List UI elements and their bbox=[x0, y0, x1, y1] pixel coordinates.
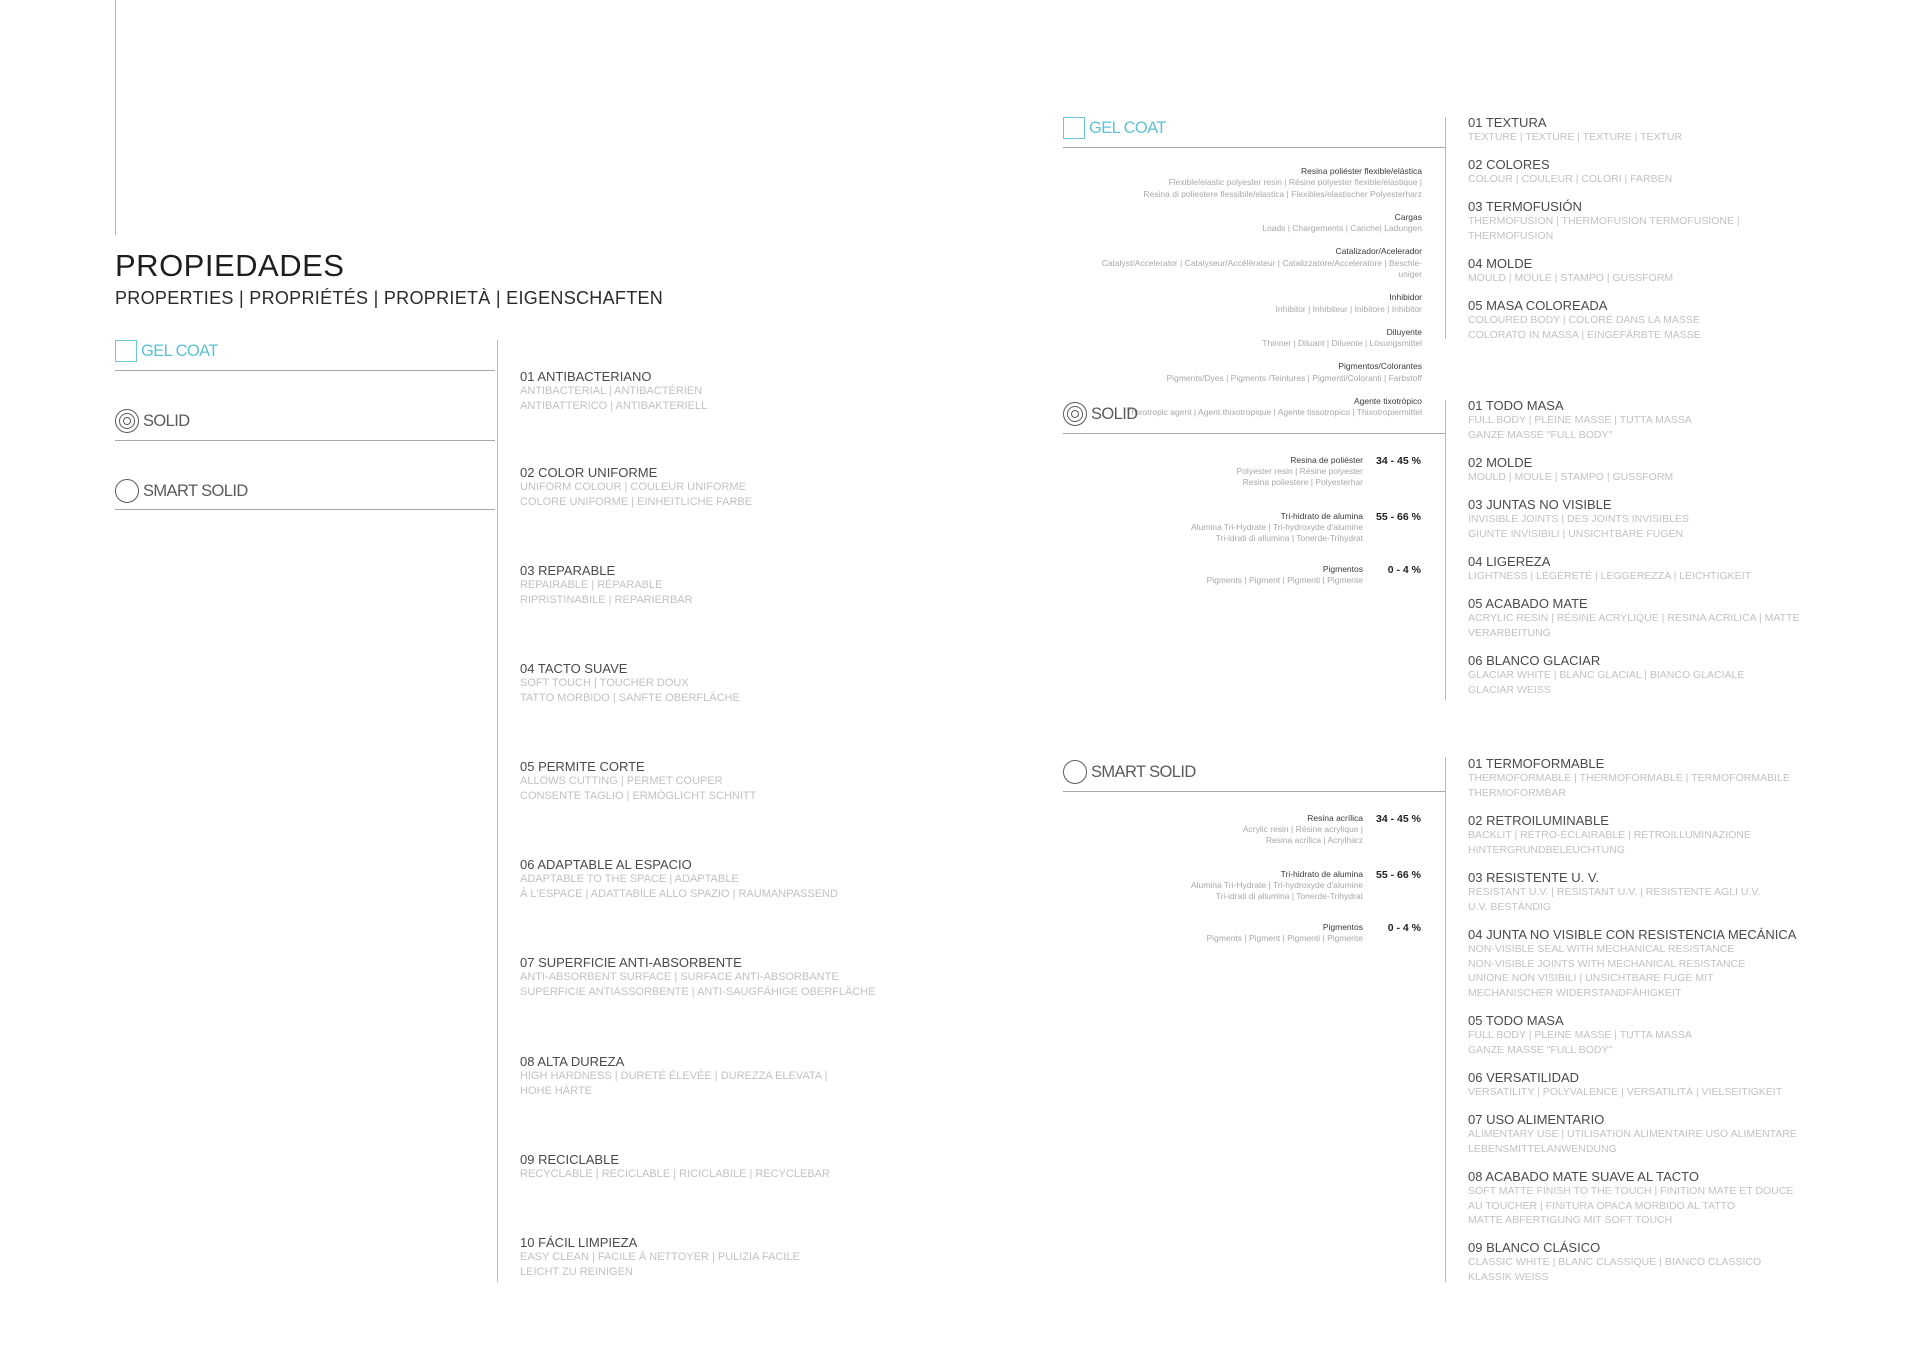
property-translations: ANTI-ABSORBENT SURFACE | SURFACE ANTI-ABSORBANTE SUPERFICIE ANTIASSORBENTE | ANTI-SAUGFÄHIGE OBERFLÄCHE bbox=[520, 971, 876, 998]
component-percentage: 55 - 66 % bbox=[1376, 869, 1421, 881]
property-translations: RESISTANT U.V. | RESISTANT U.V. | RESISTENTE AGLI U.V. U.V. BESTÄNDIG bbox=[1468, 886, 1761, 913]
component-name: Resina de poliéster bbox=[1290, 455, 1363, 465]
property-item bbox=[520, 564, 920, 607]
property-item bbox=[520, 760, 920, 803]
property-translations: ALIMENTARY USE | UTILISATION ALIMENTAIRE USO ALIMENTARE LEBENSMITTELANWENDUNG bbox=[1468, 1128, 1797, 1155]
component-percentage: 0 - 4 % bbox=[1387, 564, 1421, 576]
component-name: Tri-hidrato de alumina bbox=[1280, 511, 1363, 521]
property-translations: ALLOWS CUTTING | PERMET COUPER CONSENTE TAGLIO | ERMÖGLICHT SCHNITT bbox=[520, 775, 757, 802]
section-divider bbox=[1063, 147, 1445, 148]
property-translations: INVISIBLE JOINTS | DES JOINTS INVISIBLES GIUNTE INVISIBILI | UNSICHTBARE FUGEN bbox=[1468, 513, 1689, 540]
composition-text bbox=[1063, 455, 1363, 488]
property-item bbox=[1468, 554, 1838, 584]
component-translations: Alumina Tri-Hydrate | Tri-hydroxyde d'alumine Tri-idrati di allumina | Tonerde-Trihydrat bbox=[1190, 522, 1363, 543]
property-title: 04 LIGEREZA bbox=[1468, 554, 1551, 569]
component-translations: Pigments | Pigment | Pigmenti | Pigmente bbox=[1206, 933, 1363, 943]
property-title: 10 FÁCIL LIMPIEZA bbox=[520, 1235, 638, 1250]
component-translations: Loads | Chargements | Cariche| Ladungen bbox=[1262, 223, 1422, 233]
property-translations: TEXTURE | TEXTURE | TEXTURE | TEXTUR bbox=[1468, 131, 1683, 143]
property-item bbox=[1468, 813, 1838, 857]
concentric-circles-icon bbox=[115, 409, 139, 433]
composition-item bbox=[1060, 361, 1422, 384]
concentric-circles-icon bbox=[1063, 402, 1087, 426]
property-title: 01 TEXTURA bbox=[1468, 115, 1547, 130]
component-translations: Thixotropic agent | Agent thixotropique | Agente tissotropico | Thixotropiermittel bbox=[1126, 407, 1422, 417]
property-translations: ADAPTABLE TO THE SPACE | ADAPTABLE À L'ESPACE | ADATTABILE ALLO SPAZIO | RAUMANPASSEND bbox=[520, 873, 838, 900]
composition-row bbox=[1063, 813, 1421, 846]
property-item bbox=[1468, 256, 1838, 286]
property-translations: SOFT MATTE FINISH TO THE TOUCH | FINITION MATE ET DOUCE AU TOUCHER | FINITURA OPACA MORBIDO AL TATTO MATTE ABFERTIGUNG MIT SOFT TOUCH bbox=[1468, 1185, 1794, 1226]
property-item bbox=[1468, 115, 1838, 145]
tab-smart-solid-label: SMART SOLID bbox=[143, 481, 248, 500]
property-title: 02 COLORES bbox=[1468, 157, 1550, 172]
property-translations: HIGH HARDNESS | DURETÉ ÉLEVÉE | DUREZZA ELEVATA | HOHE HÄRTE bbox=[520, 1070, 828, 1097]
tab-solid-label: SOLID bbox=[143, 411, 190, 430]
property-translations: UNIFORM COLOUR | COULEUR UNIFORME COLORE UNIFORME | EINHEITLICHE FARBE bbox=[520, 481, 753, 508]
property-item bbox=[1468, 596, 1838, 640]
property-translations: THERMOFUSION | THERMOFUSION TERMOFUSIONE | THERMOFUSION bbox=[1468, 215, 1740, 242]
left-margin-line bbox=[115, 0, 116, 235]
composition-text bbox=[1063, 869, 1363, 902]
property-item bbox=[1468, 653, 1838, 697]
gel-coat-composition bbox=[1060, 154, 1422, 430]
component-name: Resina poliéster flexible/elástica bbox=[1301, 165, 1422, 176]
property-title: 05 ACABADO MATE bbox=[1468, 596, 1588, 611]
component-name: Pigmentos bbox=[1322, 922, 1363, 932]
component-name: Pigmentos bbox=[1322, 564, 1363, 574]
component-translations: Pigments/Dyes | Pigments /Teintures | Pigmenti/Coloranti | Farbstoff bbox=[1166, 372, 1422, 383]
property-item bbox=[1468, 1013, 1838, 1057]
component-percentage: 55 - 66 % bbox=[1376, 511, 1421, 523]
section-smart-solid-label: SMART SOLID bbox=[1091, 762, 1196, 781]
property-title: 03 REPARABLE bbox=[520, 563, 616, 578]
properties-divider bbox=[497, 340, 498, 1282]
property-item bbox=[1468, 927, 1838, 1000]
property-translations: RECYCLABLE | RECICLABLE | RICICLABILE | RECYCLEBAR bbox=[520, 1168, 830, 1180]
component-name: Resina acrílica bbox=[1307, 813, 1363, 823]
component-translations: Acrylic resin | Résine acrylique | Resina acrilica | Acrylharz bbox=[1242, 824, 1363, 845]
tab-divider bbox=[115, 370, 495, 371]
property-item bbox=[520, 1236, 920, 1279]
property-translations: NON-VISIBLE SEAL WITH MECHANICAL RESISTANCE NON-VISIBLE JOINTS WITH MECHANICAL RESISTANCE UNIONE NON VISIBILI | UNSICHTBARE FUGE MIT MECHANISCHER WIDERSTANDFÄHIGKEIT bbox=[1468, 943, 1746, 999]
property-title: 07 USO ALIMENTARIO bbox=[1468, 1112, 1605, 1127]
section-gel-coat-header bbox=[1063, 117, 1166, 139]
property-item bbox=[1468, 398, 1838, 442]
property-title: 03 RESISTENTE U. V. bbox=[1468, 870, 1600, 885]
composition-row bbox=[1063, 869, 1421, 902]
property-translations: SOFT TOUCH | TOUCHER DOUX TATTO MORBIDO | SANFTE OBERFLÄCHE bbox=[520, 677, 740, 704]
property-translations: FULL BODY | PLEINE MASSE | TUTTA MASSA GANZE MASSE "FULL BODY" bbox=[1468, 1029, 1692, 1056]
property-title: 08 ALTA DUREZA bbox=[520, 1054, 625, 1069]
property-title: 02 MOLDE bbox=[1468, 455, 1533, 470]
property-translations: MOULD | MOULE | STAMPO | GUSSFORM bbox=[1468, 272, 1674, 284]
component-name: Pigmentos/Colorantes bbox=[1338, 361, 1422, 371]
composition-text bbox=[1063, 922, 1363, 944]
property-item bbox=[520, 1055, 920, 1098]
property-translations: VERSATILITY | POLYVALENCE | VERSATILITÀ | VIELSEITIGKEIT bbox=[1468, 1086, 1783, 1098]
component-translations: Alumina Tri-Hydrate | Tri-hydroxyde d'alumine Tri-idrati di allumina | Tonerde-Trihydrat bbox=[1190, 880, 1363, 901]
property-title: 05 TODO MASA bbox=[1468, 1013, 1564, 1028]
composition-item bbox=[1060, 166, 1422, 201]
composition-text bbox=[1063, 564, 1363, 586]
composition-text bbox=[1063, 511, 1363, 544]
property-translations: FULL BODY | PLEINE MASSE | TUTTA MASSA GANZE MASSE "FULL BODY" bbox=[1468, 414, 1692, 441]
property-translations: COLOURED BODY | COLORÉ DANS LA MASSE COLORATO IN MASSA | EINGEFÄRBTE MASSE bbox=[1468, 314, 1701, 341]
property-item bbox=[1468, 1112, 1838, 1156]
component-percentage: 34 - 45 % bbox=[1376, 455, 1421, 467]
property-title: 06 BLANCO GLACIAR bbox=[1468, 653, 1601, 668]
property-translations: THERMOFORMABLE | THERMOFORMABLE | TERMOFORMABILE THERMOFORMBAR bbox=[1468, 772, 1790, 799]
component-translations: Polyester resin | Résine polyester Resina poliestere | Polyesterhar bbox=[1236, 466, 1363, 487]
composition-row bbox=[1063, 922, 1421, 944]
property-translations: REPAIRABLE | RÉPARABLE RIPRISTINABILE | REPARIERBAR bbox=[520, 579, 693, 606]
section-divider bbox=[1063, 791, 1445, 792]
property-title: 01 ANTIBACTERIANO bbox=[520, 369, 652, 384]
property-title: 03 TERMOFUSIÓN bbox=[1468, 199, 1582, 214]
circle-icon bbox=[1063, 760, 1087, 784]
property-title: 05 PERMITE CORTE bbox=[520, 759, 645, 774]
composition-row bbox=[1063, 455, 1421, 488]
section-smart-solid-header bbox=[1063, 760, 1196, 784]
component-name: Tri-hidrato de alumina bbox=[1280, 869, 1363, 879]
property-item bbox=[1468, 157, 1838, 187]
tab-divider bbox=[115, 509, 495, 510]
component-percentage: 34 - 45 % bbox=[1376, 813, 1421, 825]
property-title: 07 SUPERFICIE ANTI-ABSORBENTE bbox=[520, 955, 742, 970]
section-vertical-divider bbox=[1445, 117, 1446, 339]
section-vertical-divider bbox=[1445, 400, 1446, 700]
component-percentage: 0 - 4 % bbox=[1387, 922, 1421, 934]
component-translations: Flexible/elastic polyester resin | Résine polyester flexible/élastique | Resina di poliestere flessibile/elastica | Flexibles/elastischer Polyesterharz bbox=[1143, 177, 1422, 199]
property-translations: COLOUR | COULEUR | COLORI | FARBEN bbox=[1468, 173, 1673, 185]
property-translations: GLACIAR WHITE | BLANC GLACIAL | BIANCO GLACIALE GLACIAR WEISS bbox=[1468, 669, 1745, 696]
property-translations: MOULD | MOULE | STAMPO | GUSSFORM bbox=[1468, 471, 1674, 483]
composition-item bbox=[1060, 327, 1422, 350]
property-title: 06 ADAPTABLE AL ESPACIO bbox=[520, 857, 692, 872]
tab-solid[interactable] bbox=[115, 409, 190, 433]
property-item bbox=[520, 466, 920, 509]
square-icon bbox=[115, 340, 137, 362]
property-item bbox=[1468, 1169, 1838, 1228]
composition-text bbox=[1063, 813, 1363, 846]
page-title: PROPIEDADES bbox=[115, 248, 345, 283]
property-title: 04 MOLDE bbox=[1468, 256, 1533, 271]
property-translations: CLASSIC WHITE | BLANC CLASSIQUE | BIANCO CLASSICO KLASSIK WEISS bbox=[1468, 1256, 1762, 1283]
property-item bbox=[1468, 199, 1838, 243]
property-translations: ACRYLIC RESIN | RÉSINE ACRYLIQUE | RESINA ACRILICA | MATTE VERARBEITUNG bbox=[1468, 612, 1800, 639]
property-item bbox=[520, 858, 920, 901]
section-gel-coat-label: GEL COAT bbox=[1089, 118, 1166, 137]
property-title: 06 VERSATILIDAD bbox=[1468, 1070, 1580, 1085]
property-item bbox=[520, 956, 920, 999]
property-item bbox=[1468, 870, 1838, 914]
property-translations: ANTIBACTERIAL | ANTIBACTÉRIEN ANTIBATTERICO | ANTIBAKTERIELL bbox=[520, 385, 708, 412]
property-item bbox=[1468, 298, 1838, 342]
composition-item bbox=[1060, 292, 1422, 315]
property-title: 02 RETROILUMINABLE bbox=[1468, 813, 1609, 828]
property-title: 09 RECICLABLE bbox=[520, 1152, 619, 1167]
section-solid-label: SOLID bbox=[1091, 404, 1138, 423]
composition-row bbox=[1063, 511, 1421, 544]
composition-item bbox=[1060, 212, 1422, 235]
tab-smart-solid[interactable] bbox=[115, 479, 248, 503]
component-name: Agente tixotrópico bbox=[1353, 395, 1422, 406]
section-divider bbox=[1063, 433, 1445, 434]
property-translations: LIGHTNESS | LÉGÈRETÉ | LEGGEREZZA | LEICHTIGKEIT bbox=[1468, 570, 1751, 582]
component-translations: Thinner | Diluant | Diluente | Lösungsmittel bbox=[1262, 338, 1422, 348]
property-item bbox=[1468, 1070, 1838, 1100]
property-title: 05 MASA COLOREADA bbox=[1468, 298, 1608, 313]
page-subtitle: PROPERTIES | PROPRIÉTÉS | PROPRIETÀ | EIGENSCHAFTEN bbox=[115, 288, 664, 308]
property-translations: EASY CLEAN | FACILE À NETTOYER | PULIZIA FACILE LEICHT ZU REINIGEN bbox=[520, 1251, 800, 1278]
property-title: 01 TODO MASA bbox=[1468, 398, 1564, 413]
property-title: 03 JUNTAS NO VISIBLE bbox=[1468, 497, 1612, 512]
component-translations: Inhibitor | Inhibiteur | Inibitore | Inhibitor bbox=[1275, 303, 1422, 314]
property-title: 04 TACTO SUAVE bbox=[520, 661, 628, 676]
property-title: 04 JUNTA NO VISIBLE CON RESISTENCIA MECÁNICA bbox=[1468, 927, 1797, 942]
component-translations: Pigments | Pigment | Pigmenti | Pigmente bbox=[1206, 575, 1363, 585]
tab-divider bbox=[115, 440, 495, 441]
component-name: Inhibidor bbox=[1389, 292, 1422, 302]
property-title: 08 ACABADO MATE SUAVE AL TACTO bbox=[1468, 1169, 1699, 1184]
property-title: 09 BLANCO CLÁSICO bbox=[1468, 1240, 1601, 1255]
component-translations: Catalyst/Accelerator | Catalyseur/Accélérateur | Catalizzatore/Acceleratore | Beschle- uniger bbox=[1101, 257, 1422, 279]
property-title: 01 TERMOFORMABLE bbox=[1468, 756, 1605, 771]
composition-item bbox=[1060, 246, 1422, 281]
property-translations: BACKLIT | RÉTRO-ÉCLAIRABLE | RETROILLUMINAZIONE HINTERGRUNDBELEUCHTUNG bbox=[1468, 829, 1751, 856]
component-name: Catalizador/Acelerador bbox=[1335, 246, 1422, 256]
tab-gel-coat-label: GEL COAT bbox=[141, 341, 218, 360]
property-item bbox=[520, 1153, 920, 1182]
property-item bbox=[1468, 497, 1838, 541]
property-item bbox=[520, 662, 920, 705]
section-solid-header bbox=[1063, 402, 1138, 426]
property-item bbox=[1468, 756, 1838, 800]
component-name: Diluyente bbox=[1386, 326, 1422, 337]
property-item bbox=[1468, 1240, 1838, 1284]
property-item bbox=[520, 370, 920, 413]
component-name: Cargas bbox=[1394, 211, 1422, 222]
section-vertical-divider bbox=[1445, 757, 1446, 1282]
composition-row bbox=[1063, 564, 1421, 586]
property-title: 02 COLOR UNIFORME bbox=[520, 465, 658, 480]
property-item bbox=[1468, 455, 1838, 485]
circle-icon bbox=[115, 479, 139, 503]
square-icon bbox=[1063, 117, 1085, 139]
tab-gel-coat[interactable] bbox=[115, 340, 218, 362]
